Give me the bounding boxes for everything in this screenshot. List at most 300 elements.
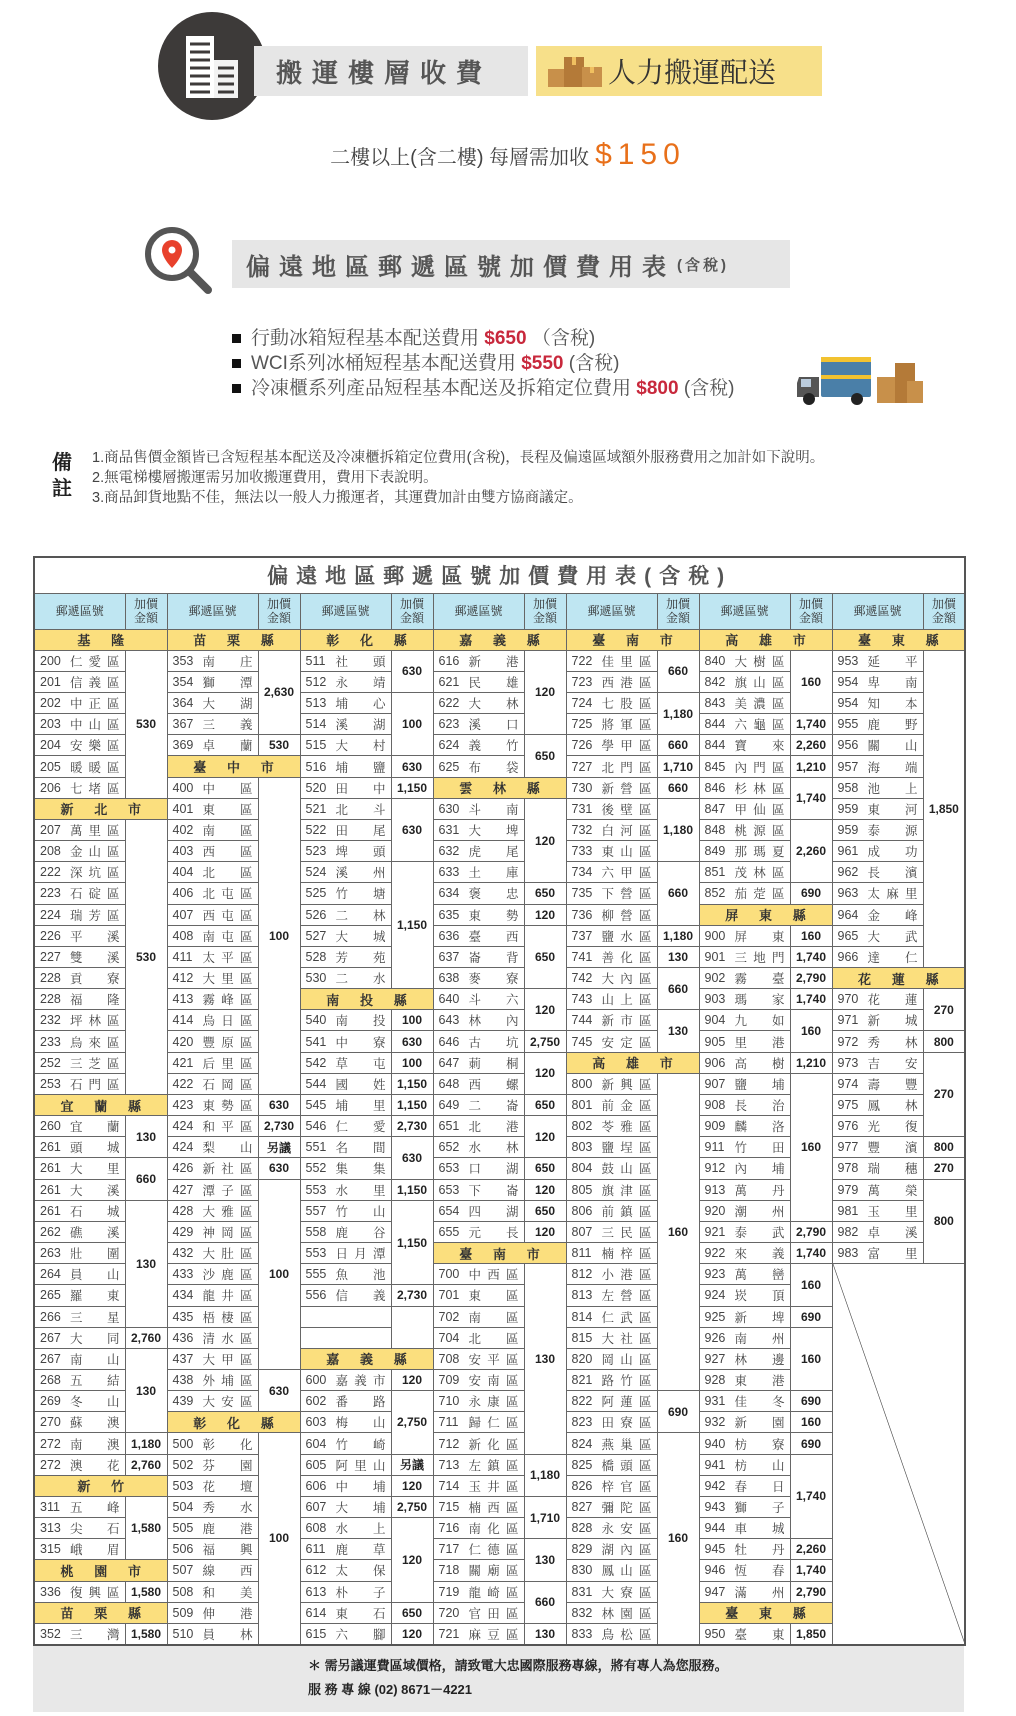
- area-name: 大寮區: [601, 1585, 652, 1600]
- postal-area-cell: [433, 1052, 524, 1073]
- postal-area-cell: [167, 1454, 258, 1475]
- postal-code: 947: [704, 1584, 726, 1599]
- postal-code: 710: [438, 1394, 460, 1409]
- area-name: 尖石: [70, 1522, 120, 1537]
- area-name: 埔鹽: [335, 760, 386, 775]
- postal-area-cell: [832, 925, 923, 946]
- area-name: 沙鹿區: [202, 1268, 253, 1283]
- postal-area-cell: [699, 1475, 790, 1496]
- postal-area-cell: [34, 946, 125, 967]
- postal-area-cell: [433, 968, 524, 989]
- region-header: 臺東縣: [832, 629, 965, 650]
- area-name: 北區: [202, 866, 253, 881]
- postal-area-cell: [167, 1052, 258, 1073]
- floor-fee-price: $150: [595, 138, 686, 171]
- region-header: 臺南市: [433, 1243, 566, 1264]
- postal-code: 404: [172, 865, 194, 880]
- area-name: 永康區: [468, 1395, 519, 1410]
- postal-code: 847: [704, 801, 726, 816]
- area-name: 旗山區: [734, 675, 785, 690]
- area-name: 日月潭: [335, 1247, 386, 1262]
- postal-area-cell: [433, 1454, 524, 1475]
- postal-area-cell: [167, 1391, 258, 1412]
- postal-code: 503: [172, 1478, 194, 1493]
- postal-code: 525: [305, 886, 327, 901]
- surcharge-amount: 1,580: [125, 1496, 167, 1559]
- postal-code: 544: [305, 1076, 327, 1091]
- postal-code: 922: [704, 1246, 726, 1261]
- postal-area-cell: [699, 1369, 790, 1390]
- postal-code: 717: [438, 1542, 460, 1557]
- postal-area-cell: [300, 1623, 391, 1644]
- postal-area-cell: [433, 1369, 524, 1390]
- postal-code: 852: [704, 886, 726, 901]
- column-header-surcharge: [657, 593, 699, 629]
- area-name: 臺西: [468, 929, 519, 944]
- area-name: 金山區: [70, 845, 120, 860]
- postal-code: 353: [172, 653, 194, 668]
- area-name: 大雅區: [202, 1204, 253, 1219]
- area-name: 崙背: [468, 950, 519, 965]
- surcharge-amount: 2,750: [524, 1031, 566, 1052]
- area-name: 鹿野: [867, 718, 918, 733]
- postal-code: 954: [837, 674, 859, 689]
- base-fee-text: 行動冰箱短程基本配送費用: [251, 328, 480, 349]
- postal-code: 648: [438, 1076, 460, 1091]
- postal-code: 950: [704, 1626, 726, 1641]
- postal-code: 613: [305, 1584, 327, 1599]
- postal-area-cell: [566, 989, 657, 1010]
- bullet-icon: [232, 334, 241, 343]
- area-name: 鹿谷: [335, 1225, 386, 1240]
- postal-area-cell: [167, 1264, 258, 1285]
- area-name: 鳳林: [867, 1099, 918, 1114]
- area-name: 復興區: [70, 1585, 120, 1600]
- postal-area-cell: [566, 1010, 657, 1031]
- postal-code: 822: [571, 1394, 593, 1409]
- postal-code: 272: [40, 1436, 61, 1451]
- area-name: 前鎮區: [601, 1204, 652, 1219]
- postal-area-cell: [566, 777, 657, 798]
- area-name: 中埔: [335, 1479, 386, 1494]
- postal-code: 745: [571, 1034, 593, 1049]
- postal-area-cell: [34, 1073, 125, 1094]
- region-header: 嘉義縣: [300, 1348, 433, 1369]
- postal-area-cell: [566, 1158, 657, 1179]
- area-name: 大內區: [601, 972, 652, 987]
- postal-code: 400: [172, 780, 194, 795]
- area-name: 潮州: [734, 1204, 785, 1219]
- table-row: [34, 735, 965, 756]
- postal-area-cell: [34, 692, 125, 713]
- area-name: 萬榮: [867, 1183, 918, 1198]
- postal-code: 424: [172, 1140, 194, 1155]
- area-name: 南投: [335, 1014, 386, 1029]
- postal-code: 260: [40, 1119, 61, 1134]
- postal-area-cell: [832, 1137, 923, 1158]
- area-name: 湖內區: [601, 1543, 652, 1558]
- table-row: [34, 819, 965, 840]
- surcharge-amount: 120: [524, 1052, 566, 1094]
- postal-area-cell: [167, 671, 258, 692]
- area-name: 金峰: [867, 908, 918, 923]
- postal-code: 812: [571, 1267, 593, 1282]
- surcharge-amount: 100: [258, 1179, 300, 1369]
- area-name: 中西區: [468, 1268, 519, 1283]
- postal-area-cell: [34, 756, 125, 777]
- postal-code: 742: [571, 971, 593, 986]
- area-name: 大甲區: [202, 1352, 253, 1367]
- table-row: [34, 1327, 965, 1348]
- postal-code: 813: [571, 1288, 593, 1303]
- area-name: 仁愛: [335, 1120, 386, 1135]
- postal-code: 407: [172, 907, 194, 922]
- postal-area-cell: [433, 1412, 524, 1433]
- table-row: [34, 925, 965, 946]
- table-row: [34, 1623, 965, 1644]
- surcharge-amount: 530: [125, 819, 167, 1094]
- postal-area-cell: [300, 1264, 391, 1285]
- area-name: 萬巒: [734, 1268, 785, 1283]
- postal-code: 513: [305, 696, 327, 711]
- postal-code: 943: [704, 1499, 726, 1514]
- postal-area-cell: [300, 1010, 391, 1031]
- postal-area-cell: [167, 989, 258, 1010]
- area-name: 長治: [734, 1099, 785, 1114]
- area-name: 高樹: [734, 1056, 785, 1071]
- surcharge-amount: 160: [790, 1010, 832, 1052]
- postal-area-cell: [699, 946, 790, 967]
- empty-cell: [832, 1264, 965, 1645]
- area-name: 燕巢區: [601, 1437, 652, 1452]
- postal-code: 336: [40, 1584, 61, 1599]
- area-name: 鹽埔: [734, 1077, 785, 1092]
- postal-area-cell: [832, 692, 923, 713]
- area-name: 大埔: [335, 1500, 386, 1515]
- area-name: 壯圍: [70, 1247, 120, 1262]
- surcharge-amount: 1,850: [923, 650, 965, 967]
- region-header: 花蓮縣: [832, 968, 965, 989]
- area-name: 西屯區: [202, 908, 253, 923]
- table-row: [34, 1581, 965, 1602]
- postal-code: 730: [571, 780, 593, 795]
- area-name: 線西: [202, 1564, 253, 1579]
- area-name: 伸港: [202, 1606, 253, 1621]
- remote-fee-title-suffix: (含稅): [677, 256, 729, 274]
- area-name: 來義: [734, 1247, 785, 1262]
- surcharge-amount: 2,760: [125, 1327, 167, 1348]
- postal-code: 711: [438, 1415, 459, 1430]
- table-row: [34, 1221, 965, 1242]
- area-name: 枋山: [734, 1458, 785, 1473]
- postal-code: 805: [571, 1182, 593, 1197]
- base-fee-item: [232, 326, 735, 351]
- postal-area-cell: [167, 1094, 258, 1115]
- postal-code: 636: [438, 928, 460, 943]
- postal-code: 941: [704, 1457, 726, 1472]
- postal-area-cell: [699, 1137, 790, 1158]
- postal-code: 634: [438, 886, 460, 901]
- postal-code: 845: [704, 759, 726, 774]
- column-header-surcharge-label: 加價金額: [798, 597, 823, 625]
- floor-fee-title: 搬運樓層收費: [254, 46, 528, 96]
- column-header-postal-code: 郵遞區號: [167, 593, 258, 629]
- postal-code: 635: [438, 907, 460, 922]
- postal-code: 262: [40, 1224, 61, 1239]
- postal-code: 551: [305, 1140, 327, 1155]
- area-name: 林邊: [734, 1352, 785, 1367]
- truck-icon: [795, 355, 925, 407]
- area-name: 安樂區: [70, 739, 120, 754]
- surcharge-amount: 270: [923, 1052, 965, 1137]
- postal-area-cell: [699, 1243, 790, 1264]
- area-name: 萬里區: [70, 823, 120, 838]
- postal-code: 957: [837, 759, 859, 774]
- postal-area-cell: [433, 650, 524, 671]
- postal-area-cell: [433, 989, 524, 1010]
- postal-area-cell: [167, 1602, 258, 1623]
- note-line: 2.無電梯樓層搬運需另加收搬運費用，費用下表說明。: [92, 470, 438, 486]
- postal-area-cell: [300, 1116, 391, 1137]
- postal-code: 208: [40, 844, 61, 859]
- manual-delivery-label: 人力搬運配送: [608, 57, 777, 88]
- postal-code: 649: [438, 1098, 460, 1113]
- postal-area-cell: [167, 692, 258, 713]
- postal-area-cell: [300, 1560, 391, 1581]
- postal-code: 315: [40, 1542, 61, 1557]
- postal-code: 946: [704, 1563, 726, 1578]
- table-row: [34, 1539, 965, 1560]
- surcharge-amount: 650: [524, 1200, 566, 1221]
- surcharge-amount: 1,180: [657, 798, 699, 861]
- area-name: 南化區: [468, 1522, 519, 1537]
- surcharge-amount: 1,180: [657, 925, 699, 946]
- area-name: 東勢: [468, 908, 519, 923]
- postal-area-cell: [699, 671, 790, 692]
- postal-code: 821: [571, 1373, 593, 1388]
- postal-area-cell: [832, 1221, 923, 1242]
- area-name: 竹崎: [335, 1437, 386, 1452]
- postal-code: 833: [571, 1626, 593, 1641]
- area-name: 埤頭: [335, 845, 386, 860]
- postal-code: 542: [305, 1055, 327, 1070]
- area-name: 竹山: [335, 1204, 386, 1219]
- surcharge-amount: 1,740: [790, 946, 832, 967]
- postal-area-cell: [300, 671, 391, 692]
- bullet-icon: [232, 359, 241, 368]
- area-name: 埔心: [335, 697, 386, 712]
- postal-code: 961: [837, 844, 859, 859]
- postal-area-cell: [433, 671, 524, 692]
- postal-code: 814: [571, 1309, 593, 1324]
- area-name: 梅山: [335, 1416, 386, 1431]
- postal-area-cell: [699, 1496, 790, 1517]
- column-header-postal-code: 郵遞區號: [34, 593, 125, 629]
- area-name: 二水: [335, 972, 386, 987]
- area-name: 坪林區: [70, 1014, 120, 1029]
- area-name: 大社區: [601, 1331, 652, 1346]
- postal-code: 556: [305, 1288, 327, 1303]
- postal-area-cell: [300, 798, 391, 819]
- table-title: 偏遠地區郵遞區號加價費用表(含稅): [34, 557, 965, 593]
- postal-code: 630: [438, 801, 460, 816]
- surcharge-amount: 800: [923, 1031, 965, 1052]
- postal-area-cell: [699, 714, 790, 735]
- postal-area-cell: [167, 735, 258, 756]
- postal-area-cell: [566, 1391, 657, 1412]
- postal-code: 632: [438, 844, 460, 859]
- base-fee-suffix: （含稅): [531, 328, 596, 349]
- area-name: 仁愛區: [70, 654, 120, 669]
- postal-area-cell: [34, 925, 125, 946]
- location-search-icon: [140, 222, 220, 302]
- area-name: 南屯區: [202, 929, 253, 944]
- postal-code: 207: [40, 822, 61, 837]
- postal-code: 602: [305, 1394, 327, 1409]
- area-name: 東區: [468, 1289, 519, 1304]
- surcharge-amount: 1,580: [125, 1623, 167, 1644]
- postal-code: 367: [172, 717, 194, 732]
- surcharge-amount: 660: [657, 777, 699, 798]
- postal-code: 714: [438, 1478, 460, 1493]
- column-header-surcharge: [391, 593, 433, 629]
- column-header-surcharge: [790, 593, 832, 629]
- postal-area-cell: [34, 1221, 125, 1242]
- postal-code: 843: [704, 696, 726, 711]
- area-name: 霧峰區: [202, 993, 253, 1008]
- region-header: 臺東縣: [699, 1602, 832, 1623]
- postal-area-cell: [34, 1623, 125, 1644]
- postal-area-cell: [300, 904, 391, 925]
- area-name: 布袋: [468, 760, 519, 775]
- postal-code: 603: [305, 1415, 327, 1430]
- postal-code: 715: [438, 1499, 460, 1514]
- postal-code: 434: [172, 1288, 194, 1303]
- postal-area-cell: [167, 1560, 258, 1581]
- area-name: 東港: [734, 1374, 785, 1389]
- table-row: [34, 650, 965, 671]
- postal-area-cell: [433, 735, 524, 756]
- postal-area-cell: [566, 650, 657, 671]
- postal-area-cell: [34, 777, 125, 798]
- postal-area-cell: [167, 714, 258, 735]
- postal-code: 923: [704, 1267, 726, 1282]
- area-name: 員林: [202, 1627, 253, 1642]
- area-name: 內門區: [734, 760, 785, 775]
- postal-code: 647: [438, 1055, 460, 1070]
- postal-code: 313: [40, 1521, 61, 1536]
- postal-area-cell: [832, 841, 923, 862]
- postal-code: 541: [305, 1034, 327, 1049]
- area-name: 水里: [335, 1183, 386, 1198]
- postal-code: 205: [40, 759, 61, 774]
- column-header-postal-code: 郵遞區號: [300, 593, 391, 629]
- postal-area-cell: [167, 1073, 258, 1094]
- area-name: 太麻里: [867, 887, 918, 902]
- postal-area-cell: [566, 1496, 657, 1517]
- postal-code: 509: [172, 1605, 194, 1620]
- postal-area-cell: [433, 1475, 524, 1496]
- area-name: 路竹區: [601, 1374, 652, 1389]
- postal-code: 530: [305, 971, 327, 986]
- surcharge-amount: 100: [258, 777, 300, 1094]
- postal-code: 521: [305, 801, 327, 816]
- postal-area-cell: [566, 841, 657, 862]
- surcharge-amount: 100: [391, 1010, 433, 1031]
- postal-area-cell: [300, 1158, 391, 1179]
- surcharge-amount: 1,150: [391, 1200, 433, 1285]
- area-name: 太保: [335, 1564, 386, 1579]
- postal-code: 615: [305, 1626, 327, 1641]
- postal-area-cell: [566, 1116, 657, 1137]
- column-header-postal-code: 郵遞區號: [566, 593, 657, 629]
- postal-area-cell: [433, 1158, 524, 1179]
- base-fee-suffix: (含稅): [683, 378, 735, 399]
- area-name: 大里區: [202, 972, 253, 987]
- region-header: 屏東縣: [699, 904, 832, 925]
- area-name: 田寮區: [601, 1416, 652, 1431]
- region-header: 基隆: [34, 629, 167, 650]
- postal-code: 624: [438, 738, 460, 753]
- postal-code: 723: [571, 674, 593, 689]
- area-name: 龍井區: [202, 1289, 253, 1304]
- postal-area-cell: [433, 1496, 524, 1517]
- area-name: 下營區: [601, 887, 652, 902]
- postal-code: 737: [571, 928, 593, 943]
- area-name: 神岡區: [202, 1225, 253, 1240]
- postal-area-cell: [699, 1200, 790, 1221]
- area-name: 石城: [70, 1204, 120, 1219]
- postal-area-cell: [34, 1031, 125, 1052]
- area-name: 關山: [867, 739, 918, 754]
- postal-code: 940: [704, 1436, 726, 1451]
- area-name: 梓官區: [601, 1479, 652, 1494]
- postal-area-cell: [433, 1560, 524, 1581]
- postal-code: 804: [571, 1161, 593, 1176]
- postal-area-cell: [566, 1094, 657, 1115]
- column-header-surcharge-label: 加價金額: [931, 597, 956, 625]
- postal-area-cell: [300, 692, 391, 713]
- postal-area-cell: [34, 1158, 125, 1179]
- postal-area-cell: [34, 1433, 125, 1454]
- postal-code: 428: [172, 1203, 194, 1218]
- postal-code: 981: [837, 1203, 859, 1218]
- postal-code: 815: [571, 1330, 593, 1345]
- table-row: [34, 883, 965, 904]
- area-name: 彌陀區: [601, 1500, 652, 1515]
- area-name: 大同: [70, 1331, 120, 1346]
- postal-area-cell: [699, 777, 790, 798]
- postal-code: 924: [704, 1288, 726, 1303]
- postal-area-cell: [566, 862, 657, 883]
- area-name: 柳營區: [601, 908, 652, 923]
- area-name: 古坑: [468, 1035, 519, 1050]
- postal-area-cell: [699, 862, 790, 883]
- postal-area-cell: [167, 1433, 258, 1454]
- postal-area-cell: [699, 1052, 790, 1073]
- postal-code: 733: [571, 844, 593, 859]
- area-name: 楠西區: [468, 1500, 519, 1515]
- area-name: 虎尾: [468, 845, 519, 860]
- postal-code: 514: [305, 717, 327, 732]
- surcharge-amount: 2,260: [790, 1539, 832, 1560]
- area-name: 北區: [468, 1331, 519, 1346]
- area-name: 大安區: [202, 1395, 253, 1410]
- area-name: 頭城: [70, 1141, 120, 1156]
- postal-code: 982: [837, 1224, 859, 1239]
- postal-code: 908: [704, 1098, 726, 1113]
- postal-area-cell: [433, 1221, 524, 1242]
